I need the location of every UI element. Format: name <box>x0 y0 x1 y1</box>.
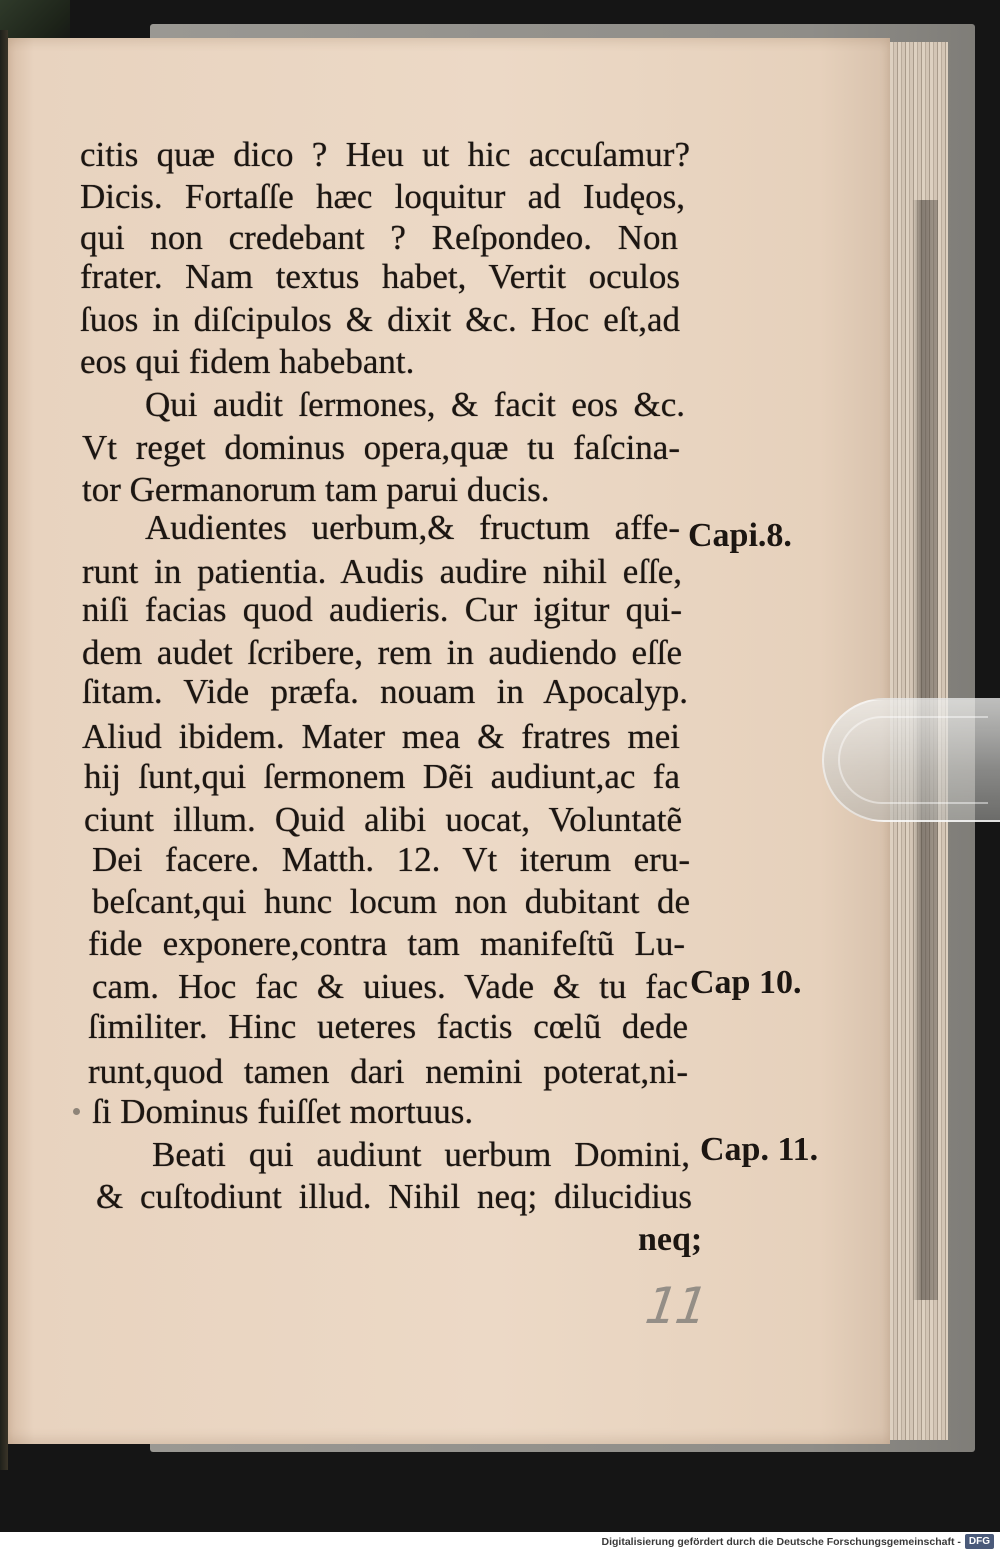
text-line: fide exponere,contra tam manifeſtũ Lu- <box>88 924 685 963</box>
text-line: dem audet ſcribere, rem in audiendo eſſe <box>82 633 682 672</box>
margin-note-chapter-11: Cap. 11. <box>700 1131 819 1168</box>
text-line: eos qui fidem habebant. <box>80 342 415 381</box>
text-line: tor Germanorum tam parui ducis. <box>82 470 550 509</box>
text-line: Aliud ibidem. Mater mea & fratres mei <box>82 717 680 756</box>
funding-credit: Digitalisierung gefördert durch die Deutsche Forschungsgemeinschaft - <box>601 1535 961 1548</box>
text-line: qui non credebant ? Reſpondeo. Non <box>80 218 678 257</box>
text-line: hij ſunt,qui ſermonem Dẽi audiunt,ac fa <box>84 757 680 796</box>
digitization-footer <box>0 1532 1000 1551</box>
catchword: neq; <box>638 1221 703 1258</box>
text-line-paragraph-start: Qui audit ſermones, & facit eos &c. <box>145 385 685 424</box>
text-line: Dei facere. Matth. 12. Vt iterum eru- <box>92 840 690 879</box>
text-line: beſcant,qui hunc locum non dubitant de <box>92 882 690 921</box>
text-line: ciunt illum. Quid alibi uocat, Voluntatẽ <box>84 800 682 839</box>
text-line: Vt reget dominus opera,quæ tu faſcina- <box>82 428 680 467</box>
margin-dot <box>73 1108 80 1115</box>
text-line: frater. Nam textus habet, Vertit oculos <box>80 257 680 296</box>
margin-note-chapter-8: Capi.8. <box>688 517 792 554</box>
text-line-paragraph-start: Audientes uerbum,& fructum affe- <box>145 508 680 547</box>
text-line: niſi facias quod audieris. Cur igitur qui- <box>82 590 682 629</box>
book-clip-highlight <box>838 716 988 804</box>
text-line: citis quæ dico ? Heu ut hic accuſamur? <box>80 135 690 174</box>
text-line: ſitam. Vide præfa. nouam in Apocalyp. <box>82 672 688 711</box>
handwritten-folio-number: 11 <box>641 1277 710 1335</box>
text-line: Dicis. Fortaſſe hæc loquitur ad Iudęos, <box>80 177 685 216</box>
text-line: runt,quod tamen dari nemini poterat,ni- <box>88 1052 688 1091</box>
text-line: runt in patientia. Audis audire nihil eſſe, <box>82 552 682 591</box>
spine-binding <box>0 30 8 1470</box>
text-line: ſimiliter. Hinc ueteres factis cœlũ dede <box>88 1007 688 1046</box>
dfg-logo: DFG <box>965 1534 994 1549</box>
text-line-paragraph-start: Beati qui audiunt uerbum Domini, <box>152 1135 690 1174</box>
text-line: ſi Dominus fuiſſet mortuus. <box>92 1092 474 1131</box>
text-line: & cuſtodiunt illud. Nihil neq; dilucidius <box>96 1177 692 1216</box>
text-line: cam. Hoc fac & uiues. Vade & tu fac <box>92 967 688 1006</box>
text-line: ſuos in diſcipulos & dixit &c. Hoc eſt,ad <box>80 300 680 339</box>
book-clip <box>822 698 1000 822</box>
margin-note-chapter-10: Cap 10. <box>690 964 802 1001</box>
